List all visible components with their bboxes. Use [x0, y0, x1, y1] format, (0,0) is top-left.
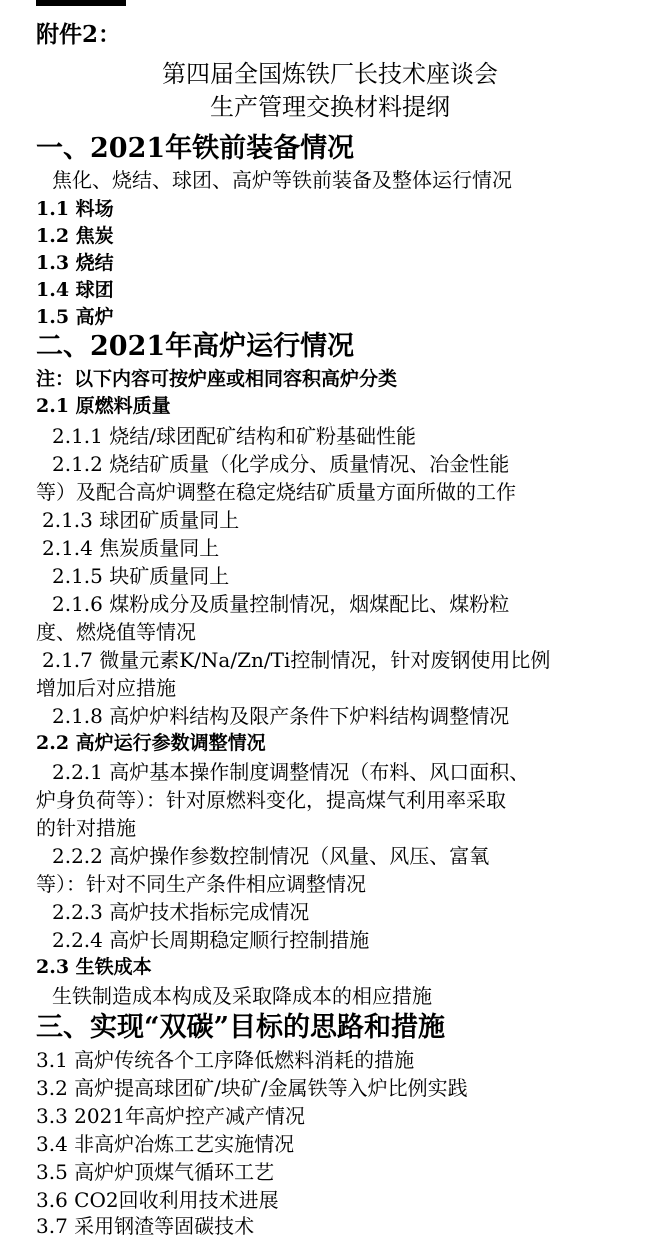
section-3-item: 3.3 2021年高炉控产减产情况 — [36, 1104, 306, 1128]
section-1-intro: 焦化、烧结、球团、高炉等铁前装备及整体运行情况 — [52, 168, 512, 192]
item-2-2-3: 2.2.3 高炉技术指标完成情况 — [52, 900, 310, 924]
section-3-item: 3.1 高炉传统各个工序降低燃料消耗的措施 — [36, 1048, 415, 1072]
item-2-2-1-line-3: 的针对措施 — [36, 816, 136, 840]
item-2-1-3: 2.1.3 球团矿质量同上 — [42, 508, 240, 532]
item-2-1-7-line-2: 增加后对应措施 — [36, 676, 176, 700]
section-1-item: 1.3 烧结 — [36, 252, 114, 274]
item-2-1-4: 2.1.4 焦炭质量同上 — [42, 536, 220, 560]
attachment-label: 附件2： — [36, 21, 122, 48]
item-2-1-2-line-2: 等）及配合高炉调整在稳定烧结矿质量方面所做的工作 — [36, 480, 516, 504]
item-2-3-text: 生铁制造成本构成及采取降成本的相应措施 — [52, 984, 432, 1008]
item-2-1-2-line-1: 2.1.2 烧结矿质量（化学成分、质量情况、冶金性能 — [52, 452, 510, 476]
document-title-line-2: 生产管理交换材料提纲 — [210, 93, 450, 121]
item-2-1-5: 2.1.5 块矿质量同上 — [52, 564, 230, 588]
top-edge-mark — [36, 0, 126, 6]
subsection-2-1-heading: 2.1 原燃料质量 — [36, 395, 171, 417]
section-2-note: 注：以下内容可按炉座或相同容积高炉分类 — [36, 368, 398, 390]
item-2-1-8: 2.1.8 高炉炉料结构及限产条件下炉料结构调整情况 — [52, 704, 510, 728]
item-2-2-1-line-1: 2.2.1 高炉基本操作制度调整情况（布料、风口面积、 — [52, 760, 530, 784]
item-2-2-1-line-2: 炉身负荷等）：针对原燃料变化，提高煤气利用率采取 — [36, 788, 506, 812]
item-2-1-1: 2.1.1 烧结/球团配矿结构和矿粉基础性能 — [52, 424, 416, 448]
section-3-item: 3.5 高炉炉顶煤气循环工艺 — [36, 1160, 275, 1184]
item-2-1-7-line-1: 2.1.7 微量元素K/Na/Zn/Ti控制情况，针对废钢使用比例 — [42, 648, 551, 672]
section-1-heading: 一、2021年铁前装备情况 — [36, 133, 355, 164]
item-2-1-6-line-1: 2.1.6 煤粉成分及质量控制情况，烟煤配比、煤粉粒 — [52, 592, 510, 616]
section-3-item: 3.6 CO2回收利用技术进展 — [36, 1188, 279, 1212]
section-1-item: 1.2 焦炭 — [36, 225, 114, 247]
document-title-line-1: 第四届全国炼铁厂长技术座谈会 — [162, 60, 498, 88]
item-2-2-4: 2.2.4 高炉长周期稳定顺行控制措施 — [52, 928, 370, 952]
subsection-2-3-heading: 2.3 生铁成本 — [36, 956, 152, 978]
section-3-item: 3.2 高炉提高球团矿/块矿/金属铁等入炉比例实践 — [36, 1076, 468, 1100]
section-2-heading: 二、2021年高炉运行情况 — [36, 331, 355, 362]
section-3-item: 3.4 非高炉冶炼工艺实施情况 — [36, 1132, 295, 1156]
section-3-heading: 三、实现“双碳”目标的思路和措施 — [36, 1012, 446, 1043]
item-2-2-2-line-2: 等）：针对不同生产条件相应调整情况 — [36, 872, 366, 896]
item-2-2-2-line-1: 2.2.2 高炉操作参数控制情况（风量、风压、富氧 — [52, 844, 490, 868]
section-1-item: 1.4 球团 — [36, 279, 114, 301]
section-1-item: 1.5 高炉 — [36, 306, 114, 328]
item-2-1-6-line-2: 度、燃烧值等情况 — [36, 620, 196, 644]
section-3-item: 3.7 采用钢渣等固碳技术 — [36, 1214, 255, 1238]
subsection-2-2-heading: 2.2 高炉运行参数调整情况 — [36, 732, 266, 754]
section-1-item: 1.1 料场 — [36, 198, 114, 220]
